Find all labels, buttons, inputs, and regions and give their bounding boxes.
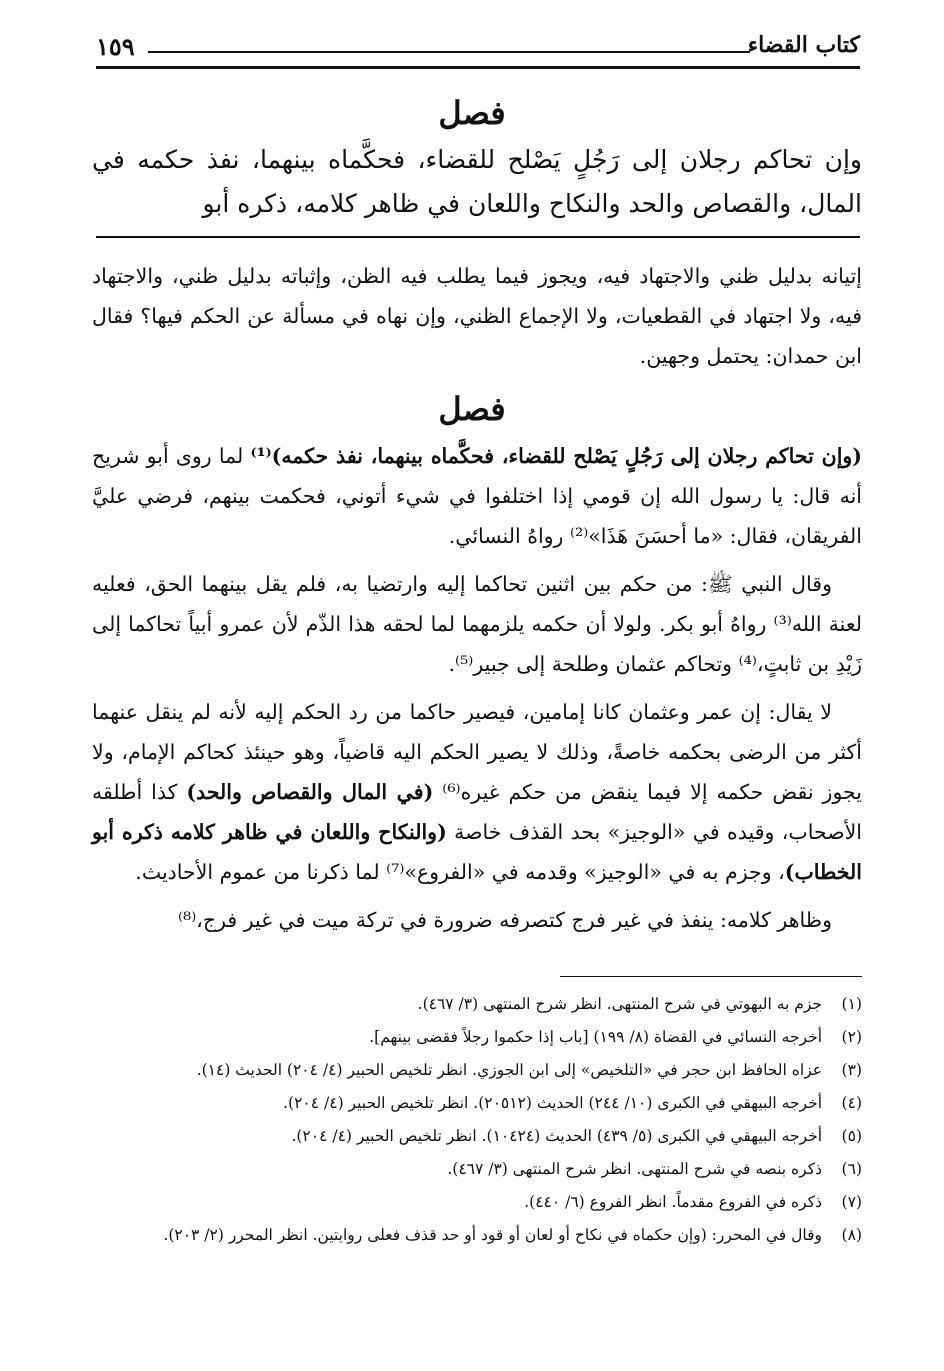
footnote-item [92,1120,862,1153]
footnotes [92,988,862,1252]
footnote-text: عزاه الحافظ ابن حجر في «التلخيص» إلى ابن الجوزي. انظر تلخيص الحبير (٤/ ٢٠٤) الحديث (١٤). [196,1061,822,1079]
commentary-paragraph-2: وقال النبي ﷺ: من حكم بين اثنين تحاكما إليه وارتضيا به، فلم يقل بينهما الحق، فعليه لعنة الله⁽³⁾ رواهُ أبو بكر. ولولا أن حكمه يلزمهما لما لحقه هذا الذّم لأن عمرو أبياً تحاكما إلى زَيْدِ بن ثابتٍ،⁽⁴⁾ وتحاكم عثمان وطلحة إلى جبير⁽⁵⁾. [92,572,862,676]
footnote-text: أخرجه البيهقي في الكبرى (١٠/ ٢٤٤) الحديث (٢٠٥١٢). انظر تلخيص الحبير (٤/ ٢٠٤). [283,1094,822,1112]
page-number: ١٥٩ [96,32,135,61]
footnote-item [92,988,862,1021]
paragraph-3-part-b: كذا أطلقه الأصحاب، وقيده في «الوجيز» بحد القذف خاصة [92,780,862,844]
footnote-number: (١) [841,995,862,1013]
footnote-number: (٢) [841,1028,862,1046]
footnote-text: أخرجه البيهقي في الكبرى (٥/ ٤٣٩) الحديث (١٠٤٢٤). انظر تلخيص الحبير (٤/ ٢٠٤). [291,1127,822,1145]
footnote-number: (٥) [841,1127,862,1145]
footnote-number: (٤) [841,1094,862,1112]
footnote-text: ذكره في الفروع مقدماً. انظر الفروع (٦/ ٤٤٠). [524,1193,822,1211]
footnote-text: وقال في المحرر: (وإن حكماه في نكاح أو لعان أو قود أو حد قذف فعلى روايتين. انظر المحرر (٢/ ٢٠٣). [163,1226,822,1244]
commentary-body [92,436,862,948]
matn-separator-rule [96,236,860,238]
continuation-paragraph: إتيانه بدليل ظني والاجتهاد فيه، ويجوز فيما يطلب فيه الظن، وإثباته بدليل ظني، والاجتهاد فيه، ولا اجتهاد في القطعيات، ولا الإجماع الظني، وإن نهاه في مسألة عن الحكم فيها؟ فقال ابن حمدان: يحتمل وجهين. [92,264,862,368]
header-rule-thin [148,51,750,53]
footnote-number: (٧) [841,1193,862,1211]
section-heading-top: فصل [438,94,506,132]
footnote-number: (٣) [841,1061,862,1079]
commentary-paragraph-4: وظاهر كلامه: ينفذ في غير فرج كتصرفه ضرورة في تركة ميت في غير فرج،⁽⁸⁾ [177,908,832,932]
footnote-item [92,1153,862,1186]
commentary-paragraph-3 [92,692,862,892]
footnote-text: جزم به البهوتي في شرح المنتهى. انظر شرح المنتهى (٣/ ٤٦٧). [417,995,822,1013]
quoted-matn-1: (وإن تحاكم رجلان إلى رَجُلٍ يَصْلح للقضاء، فحكَّماه بينهما، نفذ حكمه)⁽¹⁾ [250,444,862,468]
footnote-text: ذكره بنصه في شرح المنتهى. انظر شرح المنتهى (٣/ ٤٦٧). [447,1160,822,1178]
quoted-matn-2: (في المال والقصاص والحد) [186,780,434,804]
footnote-rule [560,976,862,977]
header-rule-thick [96,66,860,69]
footnote-item [92,1021,862,1054]
paragraph-1-text: لما روى أبو شريح أنه قال: يا رسول الله إن قومي إذا اختلفوا في شيء أتوني، فحكمت بينهم، فرضي عليَّ الفريقان، فقال: «ما أحسَنَ هَذَا»⁽²⁾ رواهُ النسائي. [92,444,862,548]
footnote-item [92,1054,862,1087]
paragraph-3-part-c: ، وجزم به في «الوجيز» وقدمه في «الفروع»⁽⁷⁾ لما ذكرنا من عموم الأحاديث. [135,860,785,884]
footnote-item [92,1186,862,1219]
paragraph-3-part-a: لا يقال: إن عمر وعثمان كانا إمامين، فيصير حاكما من رد الحكم إليه لأنه لم ينقل عنهما أكثر من الرضى بحكمه خاصةً، وذلك لا يصير الحكم اليه قاضياً، وهو حينئذ كحاكم الإمام، ولا يجوز نقض حكمه إلا فيما ينقض من حكم غيره⁽⁶⁾ [92,700,862,804]
footnote-text: أخرجه النسائي في القضاة (٨/ ١٩٩) [باب إذا حكموا رجلاً فقضى بينهم]. [369,1028,822,1046]
section-heading-commentary: فصل [438,390,506,428]
quoted-matn-3: (والنكاح واللعان في ظاهر كلامه ذكره أبو الخطاب) [92,820,862,884]
footnote-item [92,1087,862,1120]
commentary-paragraph-1 [92,436,862,556]
footnote-number: (٨) [841,1226,862,1244]
footnote-number: (٦) [841,1160,862,1178]
continuation-text [92,256,862,384]
footnote-item [92,1219,862,1252]
page-header [96,24,860,68]
book-title: كتاب القضاء [747,32,860,58]
matn-text: وإن تحاكم رجلان إلى رَجُلٍ يَصْلح للقضاء، فحكَّماه بينهما، نفذ حكمه في المال، والقصاص والحد والنكاح واللعان في ظاهر كلامه، ذكره أبو [92,145,862,218]
